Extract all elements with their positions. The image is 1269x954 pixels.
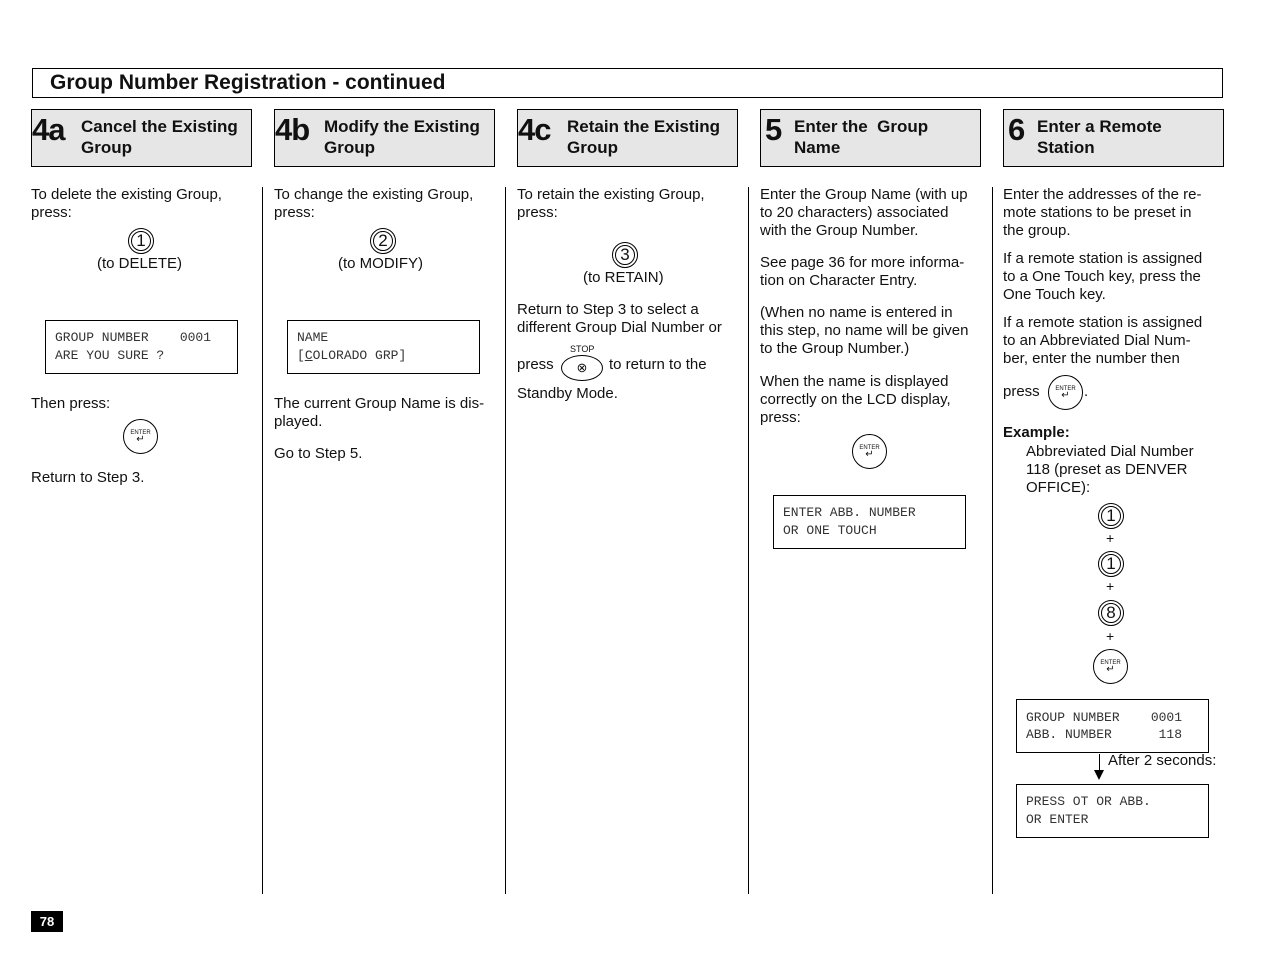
lcd-display — [1016, 699, 1209, 753]
key-caption: (to RETAIN) — [583, 269, 664, 286]
lcd-display — [287, 320, 480, 374]
stop-label: STOP — [570, 344, 595, 354]
text-line: If a remote station is assigned — [1003, 250, 1203, 267]
text-line: tion on Character Entry. — [760, 272, 918, 289]
text-line: Enter the addresses of the re- — [1003, 186, 1202, 203]
lcd-text: OLORADO GRP] — [312, 348, 407, 363]
lcd-text: [ — [297, 348, 305, 363]
key-1-button[interactable]: 1 — [1098, 551, 1124, 577]
enter-arrow-icon: ↵ — [136, 434, 145, 445]
step-4c-header — [517, 109, 738, 167]
text-line: press: — [31, 204, 72, 221]
step-title — [1037, 116, 1162, 158]
lcd-line: ABB. NUMBER 118 — [1026, 727, 1183, 742]
text-line: Return to Step 3 to select a — [517, 301, 699, 318]
text-line: press: — [274, 204, 315, 221]
step-4b-header — [274, 109, 495, 167]
enter-key-button[interactable] — [1048, 375, 1083, 410]
key-2-button[interactable]: 2 — [370, 228, 396, 254]
lcd-cursor: C — [304, 348, 313, 363]
plus-sign: + — [1106, 578, 1115, 594]
text-line: If a remote station is assigned — [1003, 314, 1203, 331]
lcd-line: PRESS OT OR ABB. — [1026, 794, 1151, 809]
to-return-text: to return to the — [609, 356, 707, 373]
col3-intro — [517, 186, 705, 222]
step-title-line: Retain the Existing — [567, 117, 721, 136]
return-text: Return to Step 3. — [31, 469, 145, 486]
lcd-display — [45, 320, 238, 374]
down-arrow-icon — [1094, 770, 1104, 780]
step-title-line: Station — [1037, 138, 1095, 157]
lcd-line: ARE YOU SURE ? — [55, 348, 165, 363]
press-text: press — [517, 356, 554, 373]
text-line: When the name is displayed — [760, 373, 949, 390]
key-3-button[interactable]: 3 — [612, 242, 638, 268]
text-line: One Touch key. — [1003, 286, 1106, 303]
example-label: Example: — [1003, 424, 1070, 441]
step-title — [794, 116, 928, 158]
after-seconds-text: After 2 seconds: — [1108, 752, 1217, 769]
enter-key-button[interactable] — [1093, 649, 1128, 684]
plus-sign: + — [1106, 530, 1115, 546]
key-8-button[interactable]: 8 — [1098, 600, 1124, 626]
text-line: To delete the existing Group, — [31, 186, 222, 203]
step-number: 6 — [1008, 112, 1025, 147]
text-line: this step, no name will be given — [760, 322, 969, 339]
text-line: press: — [760, 409, 801, 426]
text-line: OFFICE): — [1026, 479, 1091, 496]
period-text: . — [1084, 383, 1089, 400]
enter-arrow-icon: ↵ — [865, 449, 874, 460]
page-number: 78 — [31, 911, 63, 932]
text-line: See page 36 for more informa- — [760, 254, 965, 271]
key-1-button[interactable]: 1 — [1098, 503, 1124, 529]
lcd-line: GROUP NUMBER 0001 — [55, 330, 212, 345]
enter-arrow-icon: ↵ — [1061, 390, 1070, 401]
step-number: 4c — [518, 112, 551, 147]
plus-sign: + — [1106, 628, 1115, 644]
text-line: with the Group Number. — [760, 222, 919, 239]
lcd-display — [1016, 784, 1209, 838]
enter-arrow-icon: ↵ — [1106, 664, 1115, 675]
text-line: ber, enter the number then — [1003, 350, 1180, 367]
lcd-line: GROUP NUMBER 0001 — [1026, 710, 1183, 725]
lcd-line: ENTER ABB. NUMBER — [783, 505, 916, 520]
column-divider — [262, 187, 263, 894]
col1-intro — [31, 186, 222, 222]
text-line: to 20 characters) associated — [760, 204, 949, 221]
step-title — [324, 116, 480, 158]
enter-key-label: ENTER — [1100, 660, 1121, 666]
step-number: 5 — [765, 112, 782, 147]
col2-intro — [274, 186, 473, 222]
col4-para1 — [760, 186, 968, 240]
page-title: Group Number Registration - continued — [50, 71, 446, 94]
stop-icon: ⊗ — [576, 360, 588, 375]
stop-key-button[interactable] — [561, 355, 603, 381]
col5-para3 — [1003, 314, 1202, 368]
step-number: 4a — [32, 112, 65, 147]
column-divider — [992, 187, 993, 894]
enter-key-label: ENTER — [130, 430, 151, 436]
press-text: press — [1003, 383, 1040, 400]
text-line: Enter the Group Name (with up — [760, 186, 968, 203]
current-name-text — [274, 395, 484, 431]
col4-para2 — [760, 254, 964, 290]
col4-para4 — [760, 373, 951, 427]
step-title-line: Enter the Group — [794, 117, 929, 136]
key-caption: (to MODIFY) — [338, 255, 423, 272]
text-line: correctly on the LCD display, — [760, 391, 951, 408]
step-title-line: Group — [567, 138, 618, 157]
text-line: To retain the existing Group, — [517, 186, 705, 203]
standby-text: Standby Mode. — [517, 385, 618, 402]
text-line: the group. — [1003, 222, 1071, 239]
step-6-header — [1003, 109, 1224, 167]
key-1-button[interactable]: 1 — [128, 228, 154, 254]
step-title — [81, 116, 238, 158]
lcd-line: NAME — [297, 330, 329, 345]
text-line: To change the existing Group, — [274, 186, 474, 203]
enter-key-button[interactable] — [852, 434, 887, 469]
col5-para2 — [1003, 250, 1202, 304]
lcd-display — [773, 495, 966, 549]
column-divider — [505, 187, 506, 894]
enter-key-label: ENTER — [859, 445, 880, 451]
text-line: (When no name is entered in — [760, 304, 953, 321]
enter-key-label: ENTER — [1055, 386, 1076, 392]
text-line: different Group Dial Number or — [517, 319, 722, 336]
step-title-line: Name — [794, 138, 841, 157]
enter-key-button[interactable] — [123, 419, 158, 454]
text-line: The current Group Name is dis- — [274, 395, 485, 412]
step-5-header — [760, 109, 981, 167]
return-step3-text — [517, 301, 722, 337]
column-divider — [748, 187, 749, 894]
text-line: 118 (preset as DENVER — [1026, 461, 1188, 478]
step-title-line: Group — [81, 138, 132, 157]
col4-para3 — [760, 304, 968, 358]
then-press-text: Then press: — [31, 395, 111, 412]
text-line: press: — [517, 204, 558, 221]
key-caption: (to DELETE) — [97, 255, 183, 272]
text-line: mote stations to be preset in — [1003, 204, 1192, 221]
text-line: played. — [274, 413, 323, 430]
text-line: to a One Touch key, press the — [1003, 268, 1201, 285]
step-title-line: Modify the Existing — [324, 117, 480, 136]
step-title-line: Enter a Remote — [1037, 117, 1162, 136]
lcd-line — [297, 347, 479, 365]
step-number: 4b — [275, 112, 310, 147]
text-line: Abbreviated Dial Number — [1026, 443, 1194, 460]
step-title-line: Cancel the Existing — [81, 117, 238, 136]
step-title-line: Group — [324, 138, 375, 157]
step-4a-header — [31, 109, 252, 167]
goto-text: Go to Step 5. — [274, 445, 363, 462]
text-line: to the Group Number.) — [760, 340, 910, 357]
col5-para1 — [1003, 186, 1201, 240]
text-line: to an Abbreviated Dial Num- — [1003, 332, 1191, 349]
example-text — [1026, 443, 1194, 497]
lcd-line: OR ENTER — [1026, 812, 1089, 827]
lcd-line: OR ONE TOUCH — [783, 523, 877, 538]
step-title — [567, 116, 720, 158]
page-title-box — [32, 68, 1223, 98]
